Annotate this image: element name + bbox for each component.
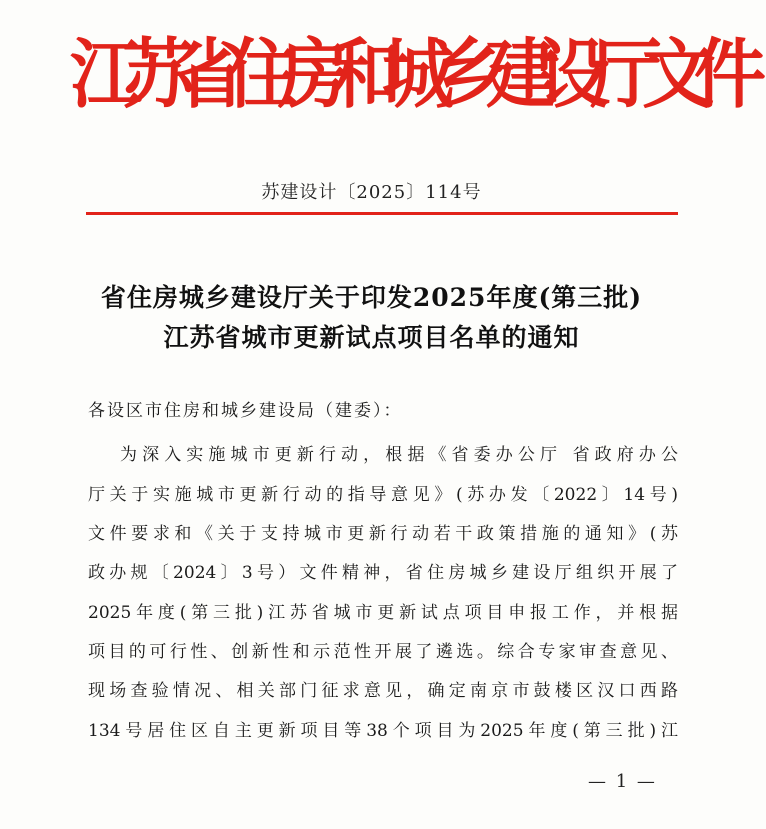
- header-char: 文: [642, 29, 715, 119]
- header-char: 城: [382, 29, 455, 119]
- body-line: 文件要求和《关于支持城市更新行动若干政策措施的通知》(苏: [88, 524, 678, 544]
- body-line: 现场查验情况、相关部门征求意见，确定南京市鼓楼区汉口西路: [88, 681, 678, 701]
- header-char: 苏: [122, 29, 195, 119]
- document-number: 苏建设计〔2025〕114号: [261, 182, 482, 203]
- header-char: 设: [538, 29, 611, 119]
- document-title-line-1: 省住房城乡建设厅关于印发2025年度(第三批): [100, 283, 643, 312]
- body-line: 厅关于实施城市更新行动的指导意见》(苏办发〔2022〕14号): [88, 485, 678, 505]
- issuing-authority-header: [70, 24, 766, 125]
- header-char: 厅: [590, 29, 663, 119]
- body-line: 政办规〔2024〕3号）文件精神，省住房城乡建设厅组织开展了: [88, 563, 678, 583]
- body-line: 134号居住区自主更新项目等38个项目为2025年度(第三批)江: [88, 721, 678, 741]
- document-title-line-2: 江苏省城市更新试点项目名单的通知: [163, 323, 580, 352]
- header-char: 房: [278, 29, 351, 119]
- header-char: 省: [174, 29, 247, 119]
- header-char: 住: [226, 29, 299, 119]
- body-line: 为深入实施城市更新行动，根据《省委办公厅 省政府办公: [120, 445, 678, 465]
- body-line: 2025年度(第三批)江苏省城市更新试点项目申报工作，并根据: [88, 603, 678, 623]
- header-char: 乡: [434, 29, 507, 119]
- body-line: 项目的可行性、创新性和示范性开展了遴选。综合专家审查意见、: [88, 642, 678, 662]
- header-char: 件: [694, 29, 766, 119]
- salutation: 各设区市住房和城乡建设局（建委）：: [88, 401, 403, 421]
- page-number: — 1 —: [588, 771, 657, 792]
- header-char: 建: [486, 29, 559, 119]
- red-divider-line: [86, 212, 678, 215]
- header-char: 江: [70, 29, 143, 119]
- header-char: 和: [330, 29, 403, 119]
